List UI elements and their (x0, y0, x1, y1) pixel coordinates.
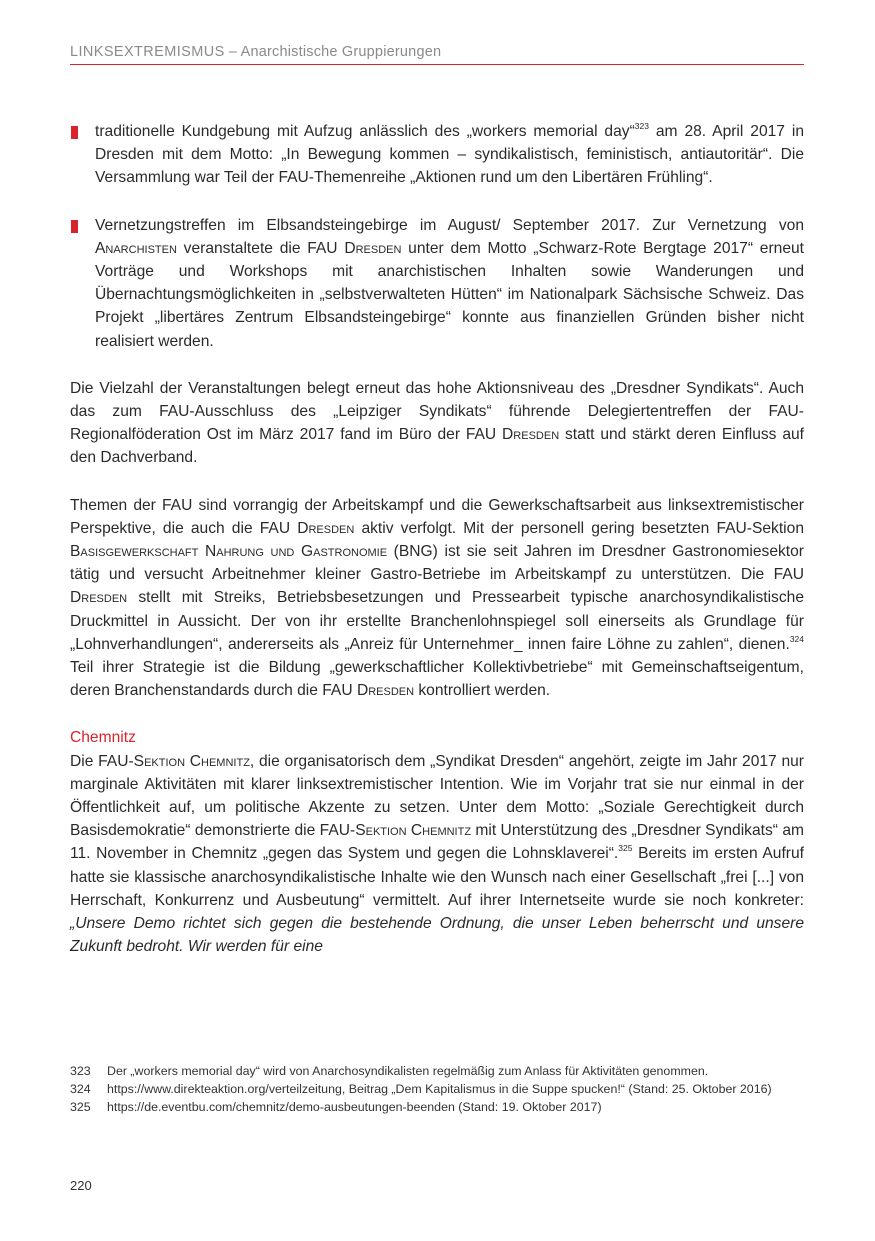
text-run: Die FAU- (70, 752, 134, 770)
footnote-ref-323[interactable]: 323 (634, 120, 649, 131)
footnote-325 (70, 1098, 804, 1116)
text-run: Vernetzungstreffen im Elbsandsteingebirge im August/ September 2017. Zur Vernetzung von (95, 216, 804, 234)
footnote-324 (70, 1080, 804, 1098)
section-heading-chemnitz: Chemnitz (70, 729, 136, 747)
text-run: (BNG) ist sie seit Jahren im Dresdner Gastronomiesektor tätig und versucht Arbeitnehmer kleiner Gastro-Betriebe im Arbeitskampf zu unterstützen. Die FAU (70, 543, 804, 584)
bullet-marker (71, 220, 78, 233)
small-caps-term: Basisgewerkschaft Nahrung und Gastronomie (70, 543, 388, 561)
small-caps-term: Sektion Chemnitz (133, 752, 250, 770)
bullet-marker (71, 126, 78, 139)
text-run: stellt mit Streiks, Betriebsbesetzungen und Pressearbeit typische anarchosyndikalistische Druckmittel in Aussicht. Der von ihr erstellte Branchenlohnspiegel soll einerseits als Grundlage für „Lohnverhandlungen“, andererseits als „Anreiz für Unternehmer_ innen faire Löhne zu zahlen“, dienen. (70, 589, 804, 653)
footnote-number: 323 (70, 1064, 91, 1078)
footnote-number: 324 (70, 1082, 91, 1096)
text-run: , die organisatorisch dem „Syndikat Dresden“ angehört, zeigte im Jahr 2017 nur marginale Aktivitäten mit klarer linksextremistischer Intention. Wie im Vorjahr trat sie nur einmal in der Öffentlichkeit auf, um politische Akzente zu setzen. Unter dem Motto: „Soziale Gerechtigkeit durch Basisdemokratie“ demonstrierte die FAU- (70, 752, 804, 840)
text-run: Teil ihrer Strategie ist die Bildung „gewerkschaftlicher Kollektivbetriebe“ mit Gemeinschaftseigentum, deren Branchenstandards durch die FAU (70, 659, 804, 700)
small-caps-term: Dresden (297, 519, 355, 537)
page-number: 220 (70, 1178, 92, 1193)
italic-quote: „Unsere Demo richtet sich gegen die bestehende Ordnung, die unser Leben beherrscht und unsere Zukunft bedroht. Wir werden für eine (70, 915, 804, 956)
bullet-vernetzungstreffen (70, 214, 804, 353)
small-caps-term: Dresden (502, 426, 560, 444)
small-caps-term: Dresden (356, 682, 415, 700)
text-run: kontrolliert werden. (414, 682, 551, 700)
footnote-ref-324[interactable]: 324 (789, 633, 804, 644)
text-run: am 28. April 2017 in Dresden mit dem Motto: „In Bewegung kommen – syndikalistisch, feministisch, antiautoritär“. Die Versammlung war Teil der FAU-Themenreihe „Aktionen rund um den Libertären Frühling“. (95, 123, 804, 187)
bullet-kundgebung (70, 120, 804, 190)
running-header (70, 44, 804, 65)
text-run: aktiv verfolgt. Mit der personell gering besetzten FAU-Sektion (354, 519, 804, 537)
small-caps-term: Sektion Chemnitz (355, 822, 472, 840)
main-content (70, 120, 804, 959)
footnote-text: https://www.direkteaktion.org/verteilzeitung, Beitrag „Dem Kapitalismus in die Suppe spucken!“ (Stand: 25. Oktober 2016) (107, 1082, 772, 1096)
text-run: Themen der FAU sind vorrangig der Arbeitskampf und die Gewerkschaftsarbeit aus linksextremistischer Perspektive, die auch die FAU (70, 496, 804, 537)
paragraph-chemnitz (70, 750, 804, 959)
small-caps-term: Dresden (70, 589, 128, 607)
footnote-ref-325[interactable]: 325 (618, 843, 633, 854)
footnotes (70, 1062, 804, 1116)
paragraph-themen-fau (70, 494, 804, 703)
footnote-323 (70, 1062, 804, 1080)
small-caps-term: Dresden (344, 239, 402, 257)
header-title: LINKSEXTREMISMUS (70, 44, 225, 60)
header-subtitle: – Anarchistische Gruppierungen (224, 44, 442, 60)
text-run: mit Unterstützung des „Dresdner Syndikats“ am 11. November in Chemnitz „gegen das System und gegen die Lohnsklaverei“. (70, 822, 804, 863)
text-run: statt und stärkt deren Einfluss auf den Dachverband. (70, 426, 805, 467)
text-run: traditionelle Kundgebung mit Aufzug anlässlich des „workers memorial day“ (95, 123, 635, 140)
footnote-number: 325 (70, 1100, 91, 1114)
footnote-text: https://de.eventbu.com/chemnitz/demo-ausbeutungen-beenden (Stand: 19. Oktober 2017) (107, 1100, 602, 1114)
footnote-text: Der „workers memorial day“ wird von Anarchosyndikalisten regelmäßig zum Anlass für Aktivitäten genommen. (107, 1064, 709, 1078)
text-run: veranstaltete die FAU (176, 239, 345, 257)
paragraph-veranstaltungen (70, 377, 804, 470)
text-run: unter dem Motto „Schwarz-Rote Bergtage 2017“ erneut Vorträge und Workshops mit anarchistischen Inhalten sowie Wanderungen und Übernachtungsmöglichkeiten in „selbstverwalteten Hütten“ im Nationalpark Sächsische Schweiz. Das Projekt „libertäres Zentrum Elbsandsteingebirge“ konnte aus finanziellen Gründen bisher nicht realisiert werden. (95, 239, 804, 350)
small-caps-term: Anarchisten (95, 239, 177, 257)
text-run: Bereits im ersten Aufruf hatte sie klassische anarchosyndikalistische Inhalte wie den Wunsch nach einer Gesellschaft „frei [...] von Herrschaft, Konkurrenz und Ausbeutung“ vermittelt. Auf ihrer Internetseite wurde sie noch konkreter: (70, 845, 804, 909)
text-run: Die Vielzahl der Veranstaltungen belegt erneut das hohe Aktionsniveau des „Dresdner Syndikats“. Auch das zum FAU-Ausschluss des „Leipziger Syndikats“ führende Delegiertentreffen der FAU-Regionalföderation Ost im März 2017 fand im Büro der FAU (70, 379, 804, 444)
